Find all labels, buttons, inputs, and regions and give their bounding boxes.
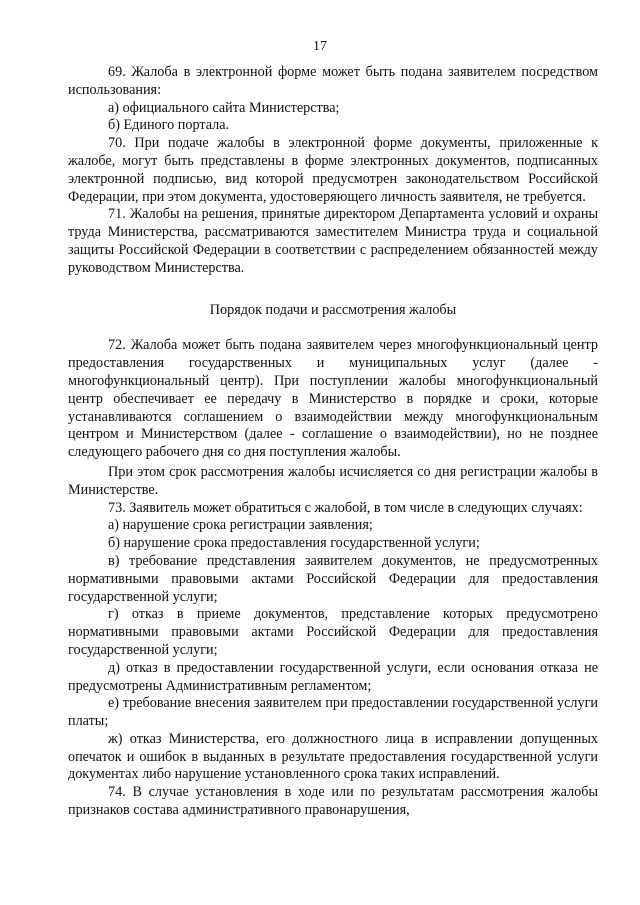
page-number: 17 (313, 39, 327, 54)
list-item-73c: в) требование представления заявителем документов, не предусмотренных нормативными правовыми актами Российской Федерации для предоставления государственной услуги; (68, 552, 598, 605)
list-item-73d: г) отказ в приеме документов, представление которых предусмотрено нормативными правовыми актами Российской Федерации для предоставления государственной услуги; (68, 606, 598, 658)
paragraph-74: 74. В случае установления в ходе или по результатам рассмотрения жалобы признаков состава административного правонарушения, (68, 784, 598, 819)
section-heading: Порядок подачи и рассмотрения жалобы (209, 301, 457, 318)
list-item-73b: б) нарушение срока предоставления государственной услуги; (108, 535, 480, 552)
list-item-73f: е) требование внесения заявителем при предоставлении государственной услуги платы; (68, 695, 598, 730)
list-item-73a: а) нарушение срока регистрации заявления; (108, 517, 373, 534)
list-item-69b: б) Единого портала. (108, 117, 230, 134)
list-item-73g: ж) отказ Министерства, его должностного лица в исправлении допущенных опечаток и ошибок в выданных в результате предоставления государственной услуги документах либо нарушение установленного срока таких исправлений. (68, 730, 598, 783)
paragraph-72: 72. Жалоба может быть подана заявителем через многофункциональный центр предоставления государственных и муниципальных услуг (далее - многофункциональный центр). При поступлении жалобы многофункциональный центр обеспечивает ее передачу в Министерство в порядке и сроки, которые устанавливаются соглашением о взаимодействии между многофункциональным центром и Министерством (далее - соглашение о взаимодействии), но не позднее следующего рабочего дня со дня поступления жалобы. (68, 337, 598, 461)
paragraph-69: 69. Жалоба в электронной форме может быть подана заявителем посредством использования: (68, 64, 598, 98)
list-item-69a: а) официального сайта Министерства; (108, 99, 340, 116)
document-body (68, 64, 598, 820)
paragraph-73: 73. Заявитель может обратиться с жалобой, в том числе в следующих случаях: (108, 499, 583, 516)
paragraph-71: 71. Жалобы на решения, принятые директором Департамента условий и охраны труда Министерства, рассматриваются заместителем Министра труда и социальной защиты Российской Федерации в соответствии с распределением обязанностей между руководством Министерства. (68, 206, 598, 276)
list-item-73e: д) отказ в предоставлении государственной услуги, если основания отказа не предусмотрены Административным регламентом; (68, 659, 598, 694)
paragraph-72-term: При этом срок рассмотрения жалобы исчисляется со дня регистрации жалобы в Министерстве. (68, 463, 598, 498)
paragraph-70: 70. При подаче жалобы в электронной форме документы, приложенные к жалобе, могут быть представлены в форме электронных документов, подписанных электронной подписью, вид которой предусмотрен законодательством Российской Федерации, при этом документа, удостоверяющего личность заявителя, не требуется. (68, 135, 598, 205)
